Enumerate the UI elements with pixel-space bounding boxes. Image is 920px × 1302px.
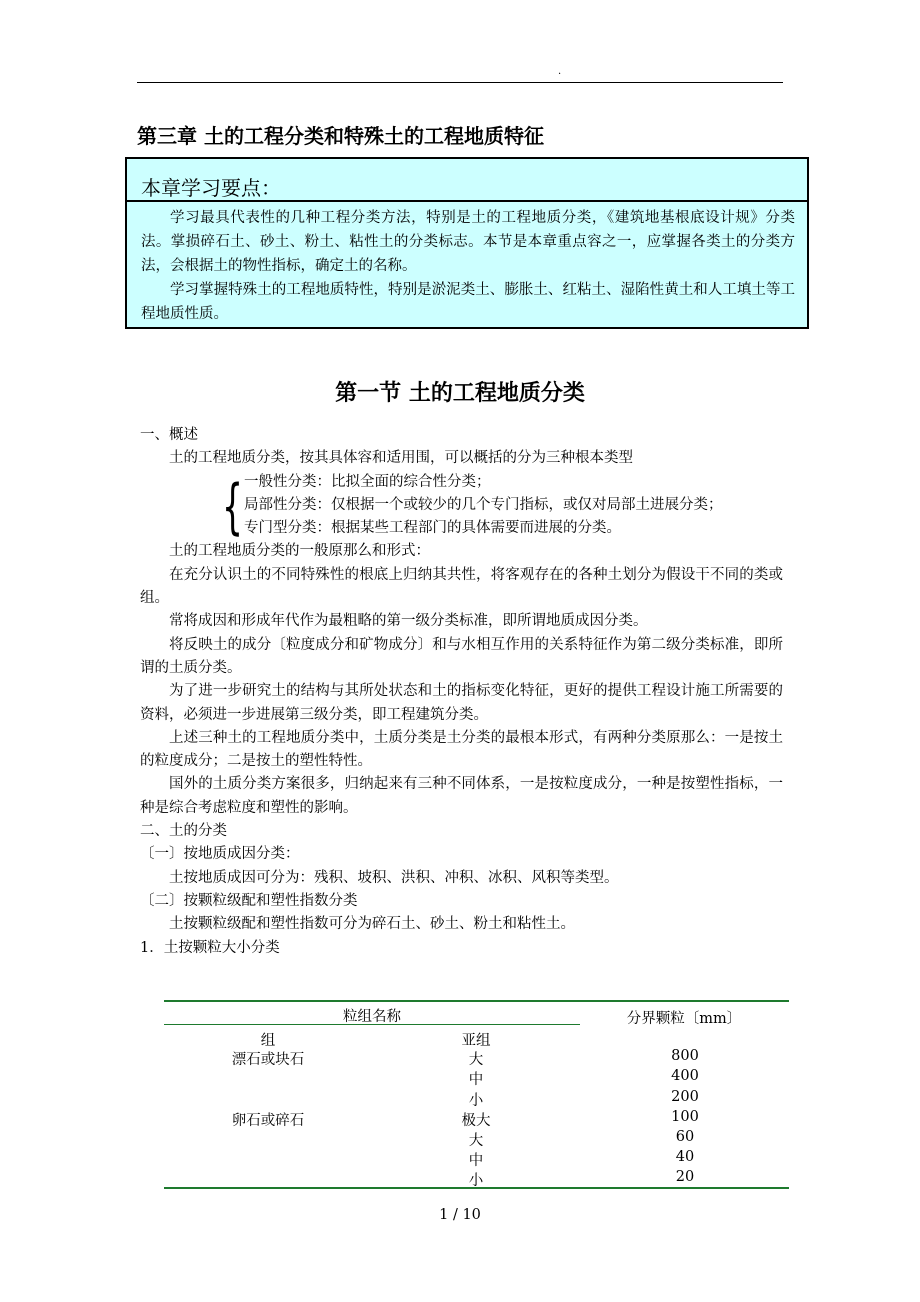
table-cell-subgroup: 大 (468, 1052, 484, 1068)
table-header-group: 粒组名称 (343, 1009, 401, 1025)
header-rule (137, 82, 783, 83)
table-cell-subgroup: 极大 (461, 1113, 491, 1129)
table-cell-value: 100 (671, 1109, 699, 1125)
table-cell-value: 200 (671, 1089, 699, 1105)
table-header-group-sub: 组 (260, 1033, 276, 1049)
curly-brace-icon: { (222, 471, 244, 542)
paragraph: 常将成因和形成年代作为最粗略的第一级分类标准，即所谓地质成因分类。 (169, 613, 648, 630)
paragraph: 上述三种土的工程地质分类中，土质分类是土分类的最根本形式，有两种分类原那么：一是按土的粒度成分；二是按土的塑性特性。 (140, 729, 783, 770)
key-points-title: 本章学习要点： (141, 176, 281, 200)
table-top-rule (164, 1000, 789, 1002)
table-cell-subgroup: 中 (468, 1072, 484, 1088)
header-mark: . (558, 66, 562, 77)
section-title: 第一节 土的工程地质分类 (335, 381, 585, 406)
table-cell-value: 40 (675, 1149, 695, 1165)
table-cell-subgroup: 小 (468, 1173, 484, 1189)
table-cell-subgroup: 大 (468, 1133, 484, 1149)
classification-type-list (140, 471, 783, 541)
list-item: 局部性分类：仅根据一个或较少的几个专门指标，或仅对局部土进展分类； (244, 496, 723, 513)
key-points-divider (127, 200, 807, 202)
chapter-title: 第三章 土的工程分类和特殊土的工程地质特征 (137, 124, 544, 148)
paragraph: 将反映土的成分〔粒度成分和矿物成分〕和与水相互作用的关系特征作为第二级分类标准，即所谓的土质分类。 (140, 636, 783, 676)
grain-size-table (164, 1000, 789, 1190)
paragraph: 在充分认识土的不同特殊性的根底上归纳其共性，将客观存在的各种土划分为假设干不同的类或组。 (140, 566, 783, 607)
heading-soil-classification: 二、土的分类 (140, 823, 227, 840)
paragraph: 土按地质成因可分为：残积、坡积、洪积、冲积、冰积、风积等类型。 (169, 869, 619, 886)
table-cell-value: 60 (675, 1129, 695, 1145)
paragraph: 土的工程地质分类，按其具体容和适用围，可以概括的分为三种根本类型 (169, 450, 633, 467)
paragraph: 土按颗粒级配和塑性指数可分为碎石土、砂土、粉土和粘性土。 (169, 916, 575, 933)
table-cell-value: 20 (675, 1169, 695, 1185)
list-item: 专门型分类：根据某些工程部门的具体需要而进展的分类。 (244, 520, 621, 537)
key-points-box (125, 157, 809, 329)
table-cell-value: 800 (671, 1048, 699, 1064)
key-point-paragraph: 学习掌握特殊土的工程地质特性，特别是淤泥类土、膨胀土、红粘土、湿陷性黄土和人工填土等工程地质性质。 (141, 282, 795, 322)
subheading-geologic-origin: 〔一〕按地质成因分类： (140, 846, 300, 863)
page-number: 1 / 10 (439, 1207, 481, 1223)
paragraph: 为了进一步研究土的结构与其所处状态和土的指标变化特征，更好的提供工程设计施工所需要的资料，必须进一步进展第三级分类，即工程建筑分类。 (140, 683, 783, 723)
table-cell-group: 卵石或碎石 (231, 1113, 305, 1129)
table-cell-subgroup: 中 (468, 1153, 484, 1169)
key-point-paragraph: 学习最具代表性的几种工程分类方法，特别是土的工程地质分类，《建筑地基根底设计规》分类法。掌损碎石土、砂土、粉土、粘性土的分类标志。本节是本章重点容之一，应掌握各类土的分类方法，会根据土的物性指标，确定土的名称。 (141, 210, 795, 274)
table-cell-subgroup: 小 (468, 1093, 484, 1109)
heading-overview: 一、概述 (140, 427, 198, 443)
section-content (140, 424, 783, 960)
paragraph: 国外的土质分类方案很多，归纳起来有三种不同体系，一是按粒度成分，一种是按塑性指标，一种是综合考虑粒度和塑性的影响。 (140, 776, 783, 816)
subheading-gradation: 〔二〕按颗粒级配和塑性指数分类 (140, 892, 358, 909)
table-header-subgroup: 亚组 (461, 1033, 491, 1049)
table-header-boundary: 分界颗粒〔mm〕 (626, 1011, 742, 1027)
key-points-body (141, 206, 795, 326)
list-item: 一般性分类：比拟全面的综合性分类； (244, 473, 491, 490)
paragraph: 土的工程地质分类的一般原那么和形式： (169, 543, 430, 560)
table-cell-group: 漂石或块石 (231, 1052, 305, 1068)
subheading-grain-size: 1．土按颗粒大小分类 (140, 939, 280, 956)
table-cell-value: 400 (671, 1068, 699, 1084)
